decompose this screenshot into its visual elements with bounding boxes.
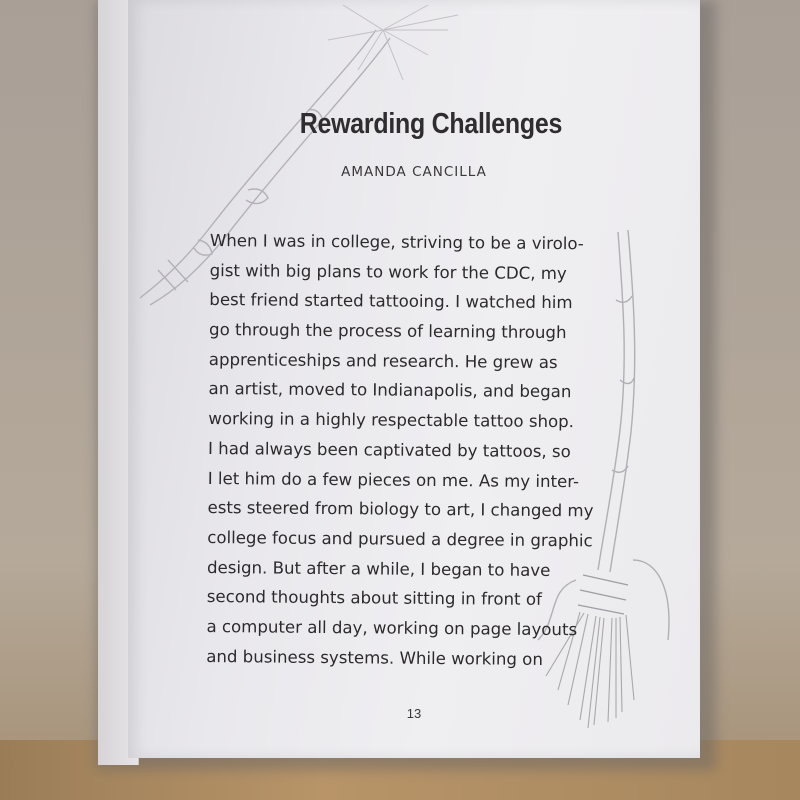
body-line: an artist, moved to Indianapolis, and began	[208, 379, 572, 402]
body-line: design. But after a while, I began to have	[206, 557, 551, 580]
body-line: go through the process of learning through	[209, 320, 567, 343]
body-line: and business systems. While working on	[206, 646, 543, 669]
body-line: best friend started tattooing. I watched him	[209, 290, 573, 313]
body-text	[206, 226, 600, 675]
body-line: second thoughts about sitting in front of	[206, 587, 542, 610]
chapter-author: AMANDA CANCILLA	[341, 164, 487, 180]
chapter-title: Rewarding Challenges	[299, 108, 563, 140]
body-line: college focus and pursued a degree in graphic	[207, 527, 593, 551]
body-line: a computer all day, working on page layouts	[206, 616, 578, 640]
body-line: When I was in college, striving to be a virolo-	[209, 230, 584, 254]
body-line: I let him do a few pieces on me. As my inter-	[207, 468, 580, 491]
body-line: gist with big plans to work for the CDC, my	[209, 260, 567, 283]
body-line: apprenticeships and research. He grew as	[208, 349, 558, 372]
body-line: working in a highly respectable tattoo shop.	[208, 409, 575, 432]
body-line: I had always been captivated by tattoos, so	[207, 438, 571, 461]
body-line: ests steered from biology to art, I changed my	[207, 498, 594, 521]
page-number: 13	[406, 706, 422, 721]
